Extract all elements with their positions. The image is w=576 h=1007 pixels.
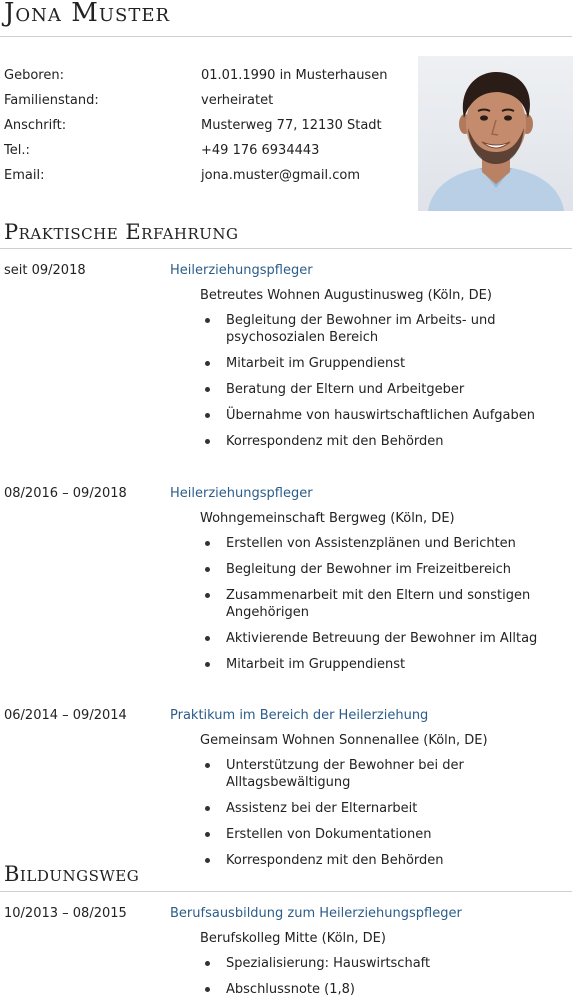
bullet-icon [205, 832, 210, 837]
bullet-icon [205, 858, 210, 863]
task-text: Unterstützung der Bewohner bei der Alltagsbewältigung [226, 758, 464, 790]
task-item [200, 587, 572, 621]
task-text: Aktivierende Betreuung der Bewohner im Alltag [226, 631, 538, 646]
task-item [200, 312, 572, 346]
task-text: Abschlussnote (1,8) [226, 982, 355, 997]
entry-position: Heilerziehungspfleger [170, 486, 313, 501]
task-text: Erstellen von Dokumentationen [226, 827, 432, 842]
bullet-icon [205, 987, 210, 992]
task-item [200, 535, 572, 552]
entry-organization: Wohngemeinschaft Bergweg (Köln, DE) [200, 511, 455, 526]
task-text: Übernahme von hauswirtschaftlichen Aufgaben [226, 408, 536, 423]
entry-position: Praktikum im Bereich der Heilerziehung [170, 708, 429, 723]
entry-position: Berufsausbildung zum Heilerziehungspfleger [170, 906, 462, 921]
entry-organization: Berufskolleg Mitte (Köln, DE) [200, 931, 386, 946]
bullet-icon [205, 567, 210, 572]
info-value: verheiratet [201, 93, 274, 108]
bullet-icon [205, 387, 210, 392]
bullet-icon [205, 593, 210, 598]
bullet-icon [205, 806, 210, 811]
task-item [200, 800, 572, 817]
info-value: +49 176 6934443 [201, 143, 320, 158]
portrait-illustration [418, 56, 573, 211]
bullet-icon [205, 439, 210, 444]
bullet-icon [205, 318, 210, 323]
entry-position: Heilerziehungspfleger [170, 263, 313, 278]
task-item [200, 630, 572, 647]
bullet-icon [205, 361, 210, 366]
task-text: Spezialisierung: Hauswirtschaft [226, 956, 431, 971]
section-divider [0, 248, 572, 249]
entry-date: 06/2014 – 09/2014 [4, 708, 127, 723]
info-label: Anschrift: [4, 118, 67, 133]
task-item [200, 981, 572, 998]
info-row-address [4, 116, 404, 136]
task-list [200, 535, 572, 682]
task-text: Beratung der Eltern und Arbeitgeber [226, 382, 465, 397]
bullet-icon [205, 763, 210, 768]
task-item [200, 955, 572, 972]
task-text: Mitarbeit im Gruppendienst [226, 657, 406, 672]
bullet-icon [205, 636, 210, 641]
task-list [200, 757, 572, 878]
info-row-marital-status [4, 91, 404, 111]
bullet-icon [205, 413, 210, 418]
task-item [200, 355, 572, 372]
task-text: Begleitung der Bewohner im Freizeitbereich [226, 562, 511, 577]
bullet-icon [205, 662, 210, 667]
entry-date: 08/2016 – 09/2018 [4, 486, 127, 501]
task-item [200, 407, 572, 424]
entry-organization: Betreutes Wohnen Augustinusweg (Köln, DE) [200, 288, 492, 303]
task-item [200, 656, 572, 673]
header-divider [0, 36, 572, 37]
info-label: Geboren: [4, 68, 64, 83]
info-label: Email: [4, 168, 45, 183]
task-list [200, 955, 572, 1007]
entry-organization: Gemeinsam Wohnen Sonnenallee (Köln, DE) [200, 733, 488, 748]
task-list [200, 312, 572, 459]
task-item [200, 561, 572, 578]
bullet-icon [205, 961, 210, 966]
task-text: Korrespondenz mit den Behörden [226, 853, 444, 868]
section-title-education: Bildungsweg [4, 862, 140, 886]
section-title-experience: Praktische Erfahrung [4, 220, 239, 244]
task-item [200, 381, 572, 398]
info-row-phone [4, 141, 404, 161]
info-label: Familienstand: [4, 93, 99, 108]
bullet-icon [205, 541, 210, 546]
task-text: Begleitung der Bewohner im Arbeits- und psychosozialen Bereich [226, 313, 496, 345]
task-text: Korrespondenz mit den Behörden [226, 434, 444, 449]
profile-photo [418, 56, 573, 211]
task-text: Zusammenarbeit mit den Eltern und sonstigen Angehörigen [226, 588, 531, 620]
task-text: Erstellen von Assistenzplänen und Berichten [226, 536, 516, 551]
task-item [200, 852, 572, 869]
email-value: jona.muster@gmail.com [201, 168, 361, 183]
cv-name: Jona Muster [4, 0, 171, 28]
task-item [200, 826, 572, 843]
info-value: Musterweg 77, 12130 Stadt [201, 118, 382, 133]
info-label: Tel.: [4, 143, 30, 158]
entry-date: 10/2013 – 08/2015 [4, 906, 127, 921]
info-row-birth [4, 66, 404, 86]
task-item [200, 433, 572, 450]
task-item [200, 757, 572, 791]
info-row-email [4, 166, 404, 186]
task-text: Assistenz bei der Elternarbeit [226, 801, 418, 816]
section-divider [0, 891, 572, 892]
entry-date: seit 09/2018 [4, 263, 86, 278]
info-value: 01.01.1990 in Musterhausen [201, 68, 388, 83]
task-text: Mitarbeit im Gruppendienst [226, 356, 406, 371]
